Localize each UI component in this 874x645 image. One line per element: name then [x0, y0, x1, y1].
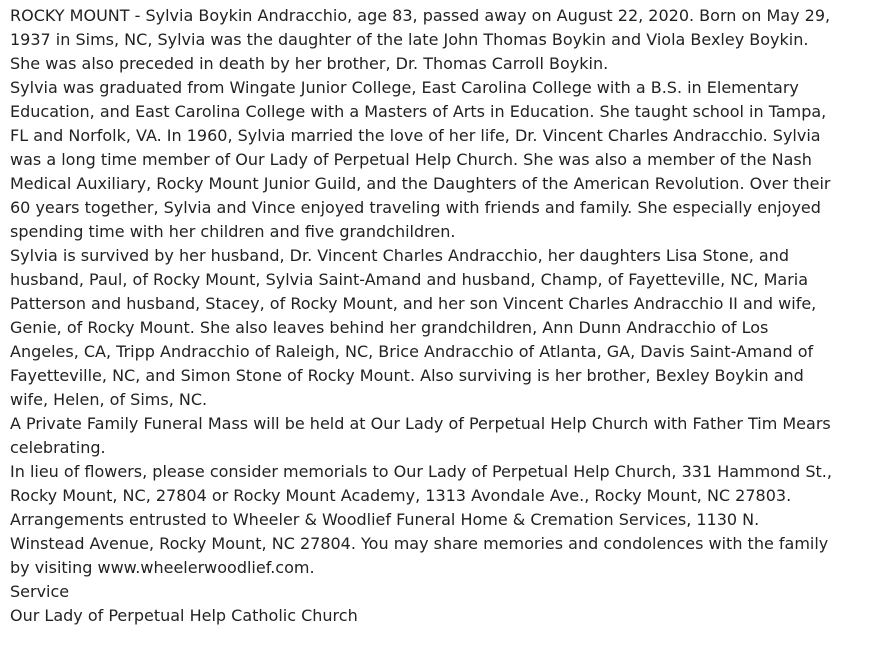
obituary-paragraph-intro: ROCKY MOUNT - Sylvia Boykin Andracchio, age 83, passed away on August 22, 2020. Born on May 29, 1937 in Sims, NC, Sylvia was the daughter of the late John Thomas Boykin and Viola Bexley Boykin. She was also preceded in death by her brother, Dr. Thomas Carroll Boykin. — [10, 6, 831, 73]
obituary-paragraph-education: Sylvia was graduated from Wingate Junior College, East Carolina College with a B.S. in Elementary Education, and East Carolina College with a Masters of Arts in Education. She taught school in Tampa, FL and Norfolk, VA. In 1960, Sylvia married the love of her life, Dr. Vincent Charles Andracchio. Sylvia was a long time member of Our Lady of Perpetual Help Church. She was also a member of the Nash Medical Auxiliary, Rocky Mount Junior Guild, and the Daughters of the American Revolution. Over their 60 years together, Sylvia and Vince enjoyed traveling with friends and family. She especially enjoyed spending time with her children and five grandchildren. — [10, 78, 831, 241]
obituary-text — [10, 4, 838, 628]
obituary-paragraph-funeral-mass: A Private Family Funeral Mass will be held at Our Lady of Perpetual Help Church with Father Tim Mears celebrating. — [10, 414, 831, 457]
service-location: Our Lady of Perpetual Help Catholic Church — [10, 606, 358, 625]
service-heading: Service — [10, 582, 70, 601]
obituary-paragraph-survivors: Sylvia is survived by her husband, Dr. Vincent Charles Andracchio, her daughters Lisa Stone, and husband, Paul, of Rocky Mount, Sylvia Saint-Amand and husband, Champ, of Fayetteville, NC, Maria Patterson and husband, Stacey, of Rocky Mount, and her son Vincent Charles Andracchio II and wife, Genie, of Rocky Mount. She also leaves behind her grandchildren, Ann Dunn Andracchio of Los Angeles, CA, Tripp Andracchio of Raleigh, NC, Brice Andracchio of Atlanta, GA, Davis Saint-Amand of Fayetteville, NC, and Simon Stone of Rocky Mount. Also surviving is her brother, Bexley Boykin and wife, Helen, of Sims, NC. — [10, 246, 817, 409]
obituary-paragraph-memorials: In lieu of flowers, please consider memorials to Our Lady of Perpetual Help Church, 331 Hammond St., Rocky Mount, NC, 27804 or Rocky Mount Academy, 1313 Avondale Ave., Rocky Mount, NC 27803. Arrangements entrusted to Wheeler & Woodlief Funeral Home & Cremation Services, 1130 N. Winstead Avenue, Rocky Mount, NC 27804. You may share memories and condolences with the family by visiting www.wheelerwoodlief.com. — [10, 462, 832, 577]
